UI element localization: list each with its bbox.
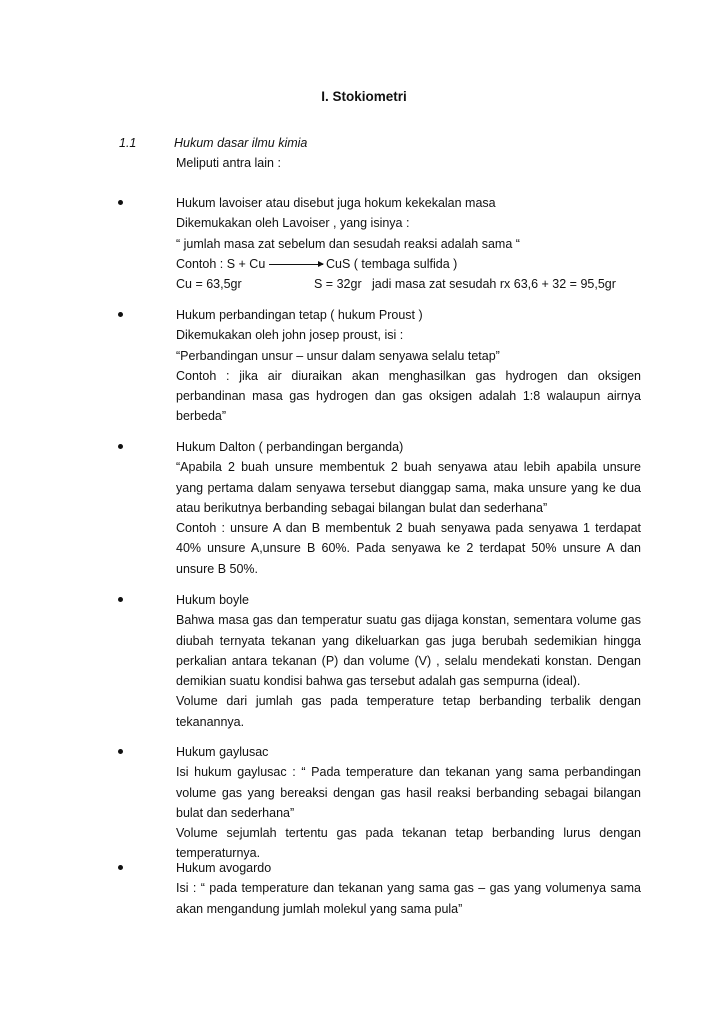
mass-s: S = 32gr xyxy=(314,277,362,292)
section-title: Hukum dasar ilmu kimia xyxy=(174,136,308,150)
section-subtitle: Meliputi antra lain : xyxy=(176,156,281,170)
dalton-contoh: Contoh : unsure A dan B membentuk 2 buah senyawa pada senyawa 1 terdapat 40% unsure A,unsure B 60%. Pada senyawa ke 2 terdapat 50% unsure A dan unsure B 50%. xyxy=(176,521,641,576)
proust-line3: “Perbandingan unsur – unsur dalam senyawa selalu tetap” xyxy=(176,348,500,363)
proust-contoh: Contoh : jika air diuraikan akan menghasilkan gas hydrogen dan oksigen perbandinan masa gas hydrogen dan gas oksigen adalah 1:8 walaupun airnya berbeda” xyxy=(176,368,641,424)
avogardo-body xyxy=(176,858,641,919)
reaction-reactants: Contoh : S + Cu xyxy=(176,256,266,271)
lavoisier-heading: Hukum lavoiser atau disebut juga hokum kekekalan masa xyxy=(176,196,496,210)
proust-heading: Hukum perbandingan tetap ( hukum Proust ) xyxy=(176,308,423,322)
bullet-icon xyxy=(118,597,123,602)
proust-line2: Dikemukakan oleh john josep proust, isi : xyxy=(176,328,404,343)
lavoisier-masses xyxy=(176,274,641,294)
gaylusac-para2: Volume sejumlah tertentu gas pada tekanan tetap berbanding lurus dengan temperaturnya. xyxy=(176,826,641,861)
lavoisier-body xyxy=(176,193,641,294)
boyle-body xyxy=(176,590,641,732)
bullet-icon xyxy=(118,312,123,317)
lavoisier-reaction xyxy=(176,254,641,274)
dalton-body xyxy=(176,437,641,579)
proust-body xyxy=(176,305,641,427)
bullet-icon xyxy=(118,865,123,870)
lavoisier-line3: “ jumlah masa zat sebelum dan sesudah reaksi adalah sama “ xyxy=(176,236,520,251)
bullet-icon xyxy=(118,200,123,205)
lavoisier-line2: Dikemukakan oleh Lavoiser , yang isinya : xyxy=(176,216,410,231)
dalton-heading: Hukum Dalton ( perbandingan berganda) xyxy=(176,440,404,454)
bullet-icon xyxy=(118,749,123,754)
boyle-para2: Volume dari jumlah gas pada temperature tetap berbanding terbalik dengan tekanannya. xyxy=(176,694,641,729)
arrow-right-icon xyxy=(269,264,323,265)
gaylusac-heading: Hukum gaylusac xyxy=(176,745,269,759)
mass-total: jadi masa zat sesudah rx 63,6 + 32 = 95,5gr xyxy=(372,277,616,292)
mass-cu: Cu = 63,5gr xyxy=(176,277,242,292)
boyle-heading: Hukum boyle xyxy=(176,593,249,607)
gaylusac-para1: Isi hukum gaylusac : “ Pada temperature dan tekanan yang sama perbandingan volume gas yang bereaksi dengan gas hasil reaksi berbanding sebagai bilangan bulat dan sederhana” xyxy=(176,765,641,820)
avogardo-para1: Isi : “ pada temperature dan tekanan yang sama gas – gas yang volumenya sama akan mengandung jumlah molekul yang sama pula” xyxy=(176,881,641,916)
reaction-product: CuS ( tembaga sulfida ) xyxy=(326,256,458,271)
bullet-icon xyxy=(118,444,123,449)
avogardo-heading: Hukum avogardo xyxy=(176,861,272,875)
gaylusac-body xyxy=(176,742,641,864)
section-number: 1.1 xyxy=(119,136,137,150)
page-title: I. Stokiometri xyxy=(321,89,407,104)
boyle-para1: Bahwa masa gas dan temperatur suatu gas dijaga konstan, sementara volume gas diubah ternyata tekanan yang dikeluarkan gas juga berubah sedemikian hingga perkalian antara tekanan (P) dan volume (V) , selalu mendekati konstan. Dengan demikian suatu kondisi bahwa gas tersebut adalah gas sempurna (ideal). xyxy=(176,613,641,689)
dalton-quote: “Apabila 2 buah unsure membentuk 2 buah senyawa atau lebih apabila unsure yang pertama dalam senyawa tersebut dianggap sama, maka unsure yang ke dua atau berikutnya berbanding sebagai bilangan bulat dan sederhana” xyxy=(176,460,641,515)
